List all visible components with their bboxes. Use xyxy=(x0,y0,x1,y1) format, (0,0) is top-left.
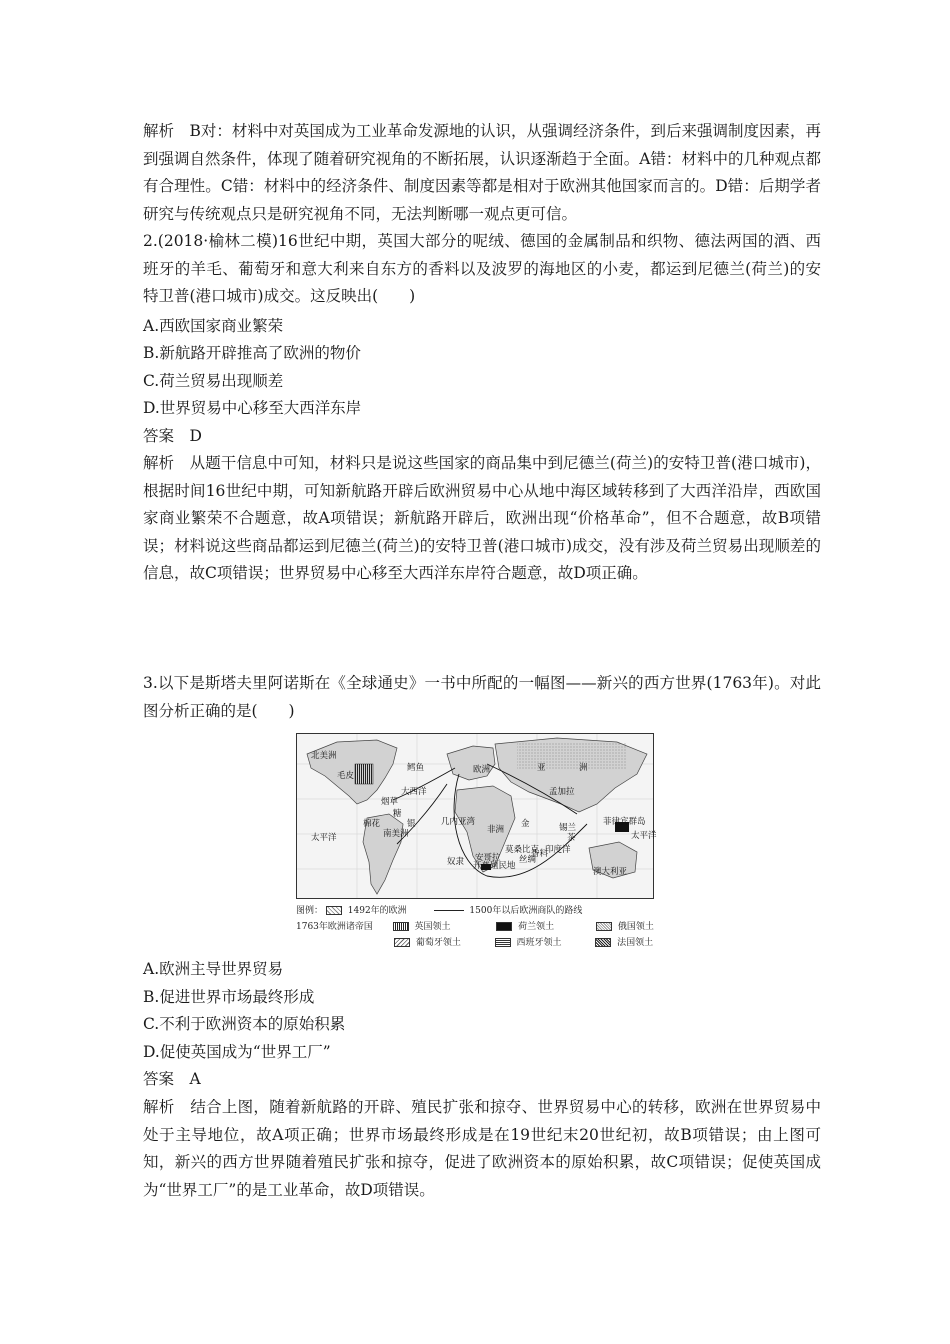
q2-analysis: 解析 从题干信息中可知，材料只是说这些国家的商品集中到尼德兰(荷兰)的安特卫普(港口城市)，根据时间16世纪中期，可知新航路开辟后欧洲贸易中心从地中海区域转移到了大西洋沿岸，西欧国家商业繁荣不合题意，故A项错误；新航路开辟后，欧洲出现“价格革命”，但不合题意，故B项错误；材料说这些商品都运到尼德兰(荷兰)的安特卫普(港口城市)成交，没有涉及荷兰贸易出现顺差的信息，故C项错误；世界贸易中心移至大西洋东岸符合题意，故D项正确。 xyxy=(143,454,821,582)
q2-option-c: C.荷兰贸易出现顺差 xyxy=(143,372,284,390)
map-label-cotton: 棉花 xyxy=(363,819,381,829)
world-map-figure xyxy=(296,733,657,899)
q3-answer: 答案 A xyxy=(143,1070,201,1088)
legend-fr-swatch xyxy=(595,938,611,947)
legend-empires: 1763年欧洲诸帝国 xyxy=(296,922,373,932)
map-label-spice: 香料 xyxy=(531,849,549,859)
map-legend xyxy=(296,904,656,952)
map-label-cape: 开普殖民地 xyxy=(473,861,516,871)
legend-europe1492-swatch xyxy=(326,906,342,915)
uk-territory xyxy=(355,764,373,784)
map-label-tobacco: 烟草 xyxy=(381,797,399,807)
map-label-gold: 金 xyxy=(521,819,530,829)
map-label-slaves: 奴隶 xyxy=(447,857,465,867)
map-label-pacific-left: 太平洋 xyxy=(311,833,337,843)
legend-pt: 葡萄牙领土 xyxy=(415,938,461,948)
q3-analysis: 解析 结合上图，随着新航路的开辟、殖民扩张和掠夺、世界贸易中心的转移，欧洲在世界贸易中处于主导地位，故A项正确；世界市场最终形成是在19世纪末20世纪初，故B项错误；由上图可知，新兴的西方世界随着殖民扩张和掠夺，促进了欧洲资本的原始积累，故C项错误；促使英国成为“世界工厂”的是工业革命，故D项错误。 xyxy=(143,1098,821,1199)
legend-es: 西班牙领土 xyxy=(516,938,562,948)
q3-option-c: C.不利于欧洲资本的原始积累 xyxy=(143,1015,346,1033)
q3-stem: 3.以下是斯塔夫里阿诺斯在《全球通史》一书中所配的一幅图——新兴的西方世界(1763年)。对此图分析正确的是( ) xyxy=(143,674,821,720)
map-label-africa: 非洲 xyxy=(487,825,505,835)
legend-ru-swatch xyxy=(596,922,612,931)
legend-ru: 俄国领土 xyxy=(617,922,654,932)
map-label-australia: 澳大利亚 xyxy=(593,867,628,877)
map-label-angola: 安哥拉 xyxy=(475,853,501,863)
map-label-mozambique: 莫桑比克 xyxy=(505,845,540,855)
map-label-ceylon: 锡兰 xyxy=(559,823,577,833)
map-label-fur: 毛皮 xyxy=(337,771,355,781)
map-label-asia: 亚 xyxy=(537,763,546,773)
map-label-tea: 茶 xyxy=(567,833,576,843)
legend-nl: 荷兰领土 xyxy=(518,922,555,932)
legend-fr: 法国领土 xyxy=(617,938,654,948)
q3-option-d: D.促使英国成为“世界工厂” xyxy=(143,1043,331,1061)
map-label-guinea: 几内亚湾 xyxy=(441,817,476,827)
legend-title: 图例： xyxy=(296,906,324,916)
q2-answer: 答案 D xyxy=(143,427,202,445)
map-label-south-america: 南美洲 xyxy=(383,829,409,839)
map-label-north-america: 北美洲 xyxy=(311,751,337,761)
ru-territory xyxy=(517,742,627,770)
legend-europe1492: 1492年的欧洲 xyxy=(347,906,407,916)
map-label-bengal: 孟加拉 xyxy=(549,787,575,797)
map-label-asia2: 洲 xyxy=(579,763,588,773)
legend-uk: 英国领土 xyxy=(414,922,451,932)
legend-pt-swatch xyxy=(394,938,410,947)
legend-route-arrow xyxy=(434,910,464,911)
legend-uk-swatch xyxy=(393,922,409,931)
q2-option-a: A.西欧国家商业繁荣 xyxy=(143,317,284,335)
map-label-europe: 欧洲 xyxy=(473,765,491,775)
q2-option-d: D.世界贸易中心移至大西洋东岸 xyxy=(143,399,362,417)
q2-stem: 2.(2018·榆林二模)16世纪中期，英国大部分的呢绒、德国的金属制品和织物、德法两国的酒、西班牙的羊毛、葡萄牙和意大利来自东方的香料以及波罗的海地区的小麦，都运到尼德兰(荷兰)的安特卫普(港口城市)成交。这反映出( ) xyxy=(143,232,821,305)
legend-route: 1500年以后欧洲商队的路线 xyxy=(469,906,583,916)
map-label-atlantic: 大西洋 xyxy=(401,787,427,797)
q3-option-a: A.欧洲主导世界贸易 xyxy=(143,960,284,978)
map-label-cod: 鳕鱼 xyxy=(407,763,425,773)
q2-option-b: B.新航路开辟推高了欧洲的物价 xyxy=(143,344,361,362)
map-label-pacific-right: 太平洋 xyxy=(631,831,657,841)
q3-option-b: B.促进世界市场最终形成 xyxy=(143,988,315,1006)
map-label-silk: 丝绸 xyxy=(519,855,537,865)
map-label-indian-ocean: 印度洋 xyxy=(545,845,571,855)
q1-analysis: 解析 B对：材料中对英国成为工业革命发源地的认识，从强调经济条件，到后来强调制度因素，再到强调自然条件，体现了随着研究视角的不断拓展，认识逐渐趋于全面。A错：材料中的几种观点都有合理性。C错：材料中的经济条件、制度因素等都是相对于欧洲其他国家而言的。D错：后期学者研究与传统观点只是研究视角不同，无法判断哪一观点更可信。 xyxy=(143,122,821,223)
world-map-svg xyxy=(297,734,657,898)
legend-es-swatch xyxy=(495,938,511,947)
map-label-silver: 银 xyxy=(407,819,416,829)
map-label-philippines: 菲律宾群岛 xyxy=(603,817,646,827)
map-label-sugar: 糖 xyxy=(393,809,402,819)
legend-nl-swatch xyxy=(496,922,512,931)
